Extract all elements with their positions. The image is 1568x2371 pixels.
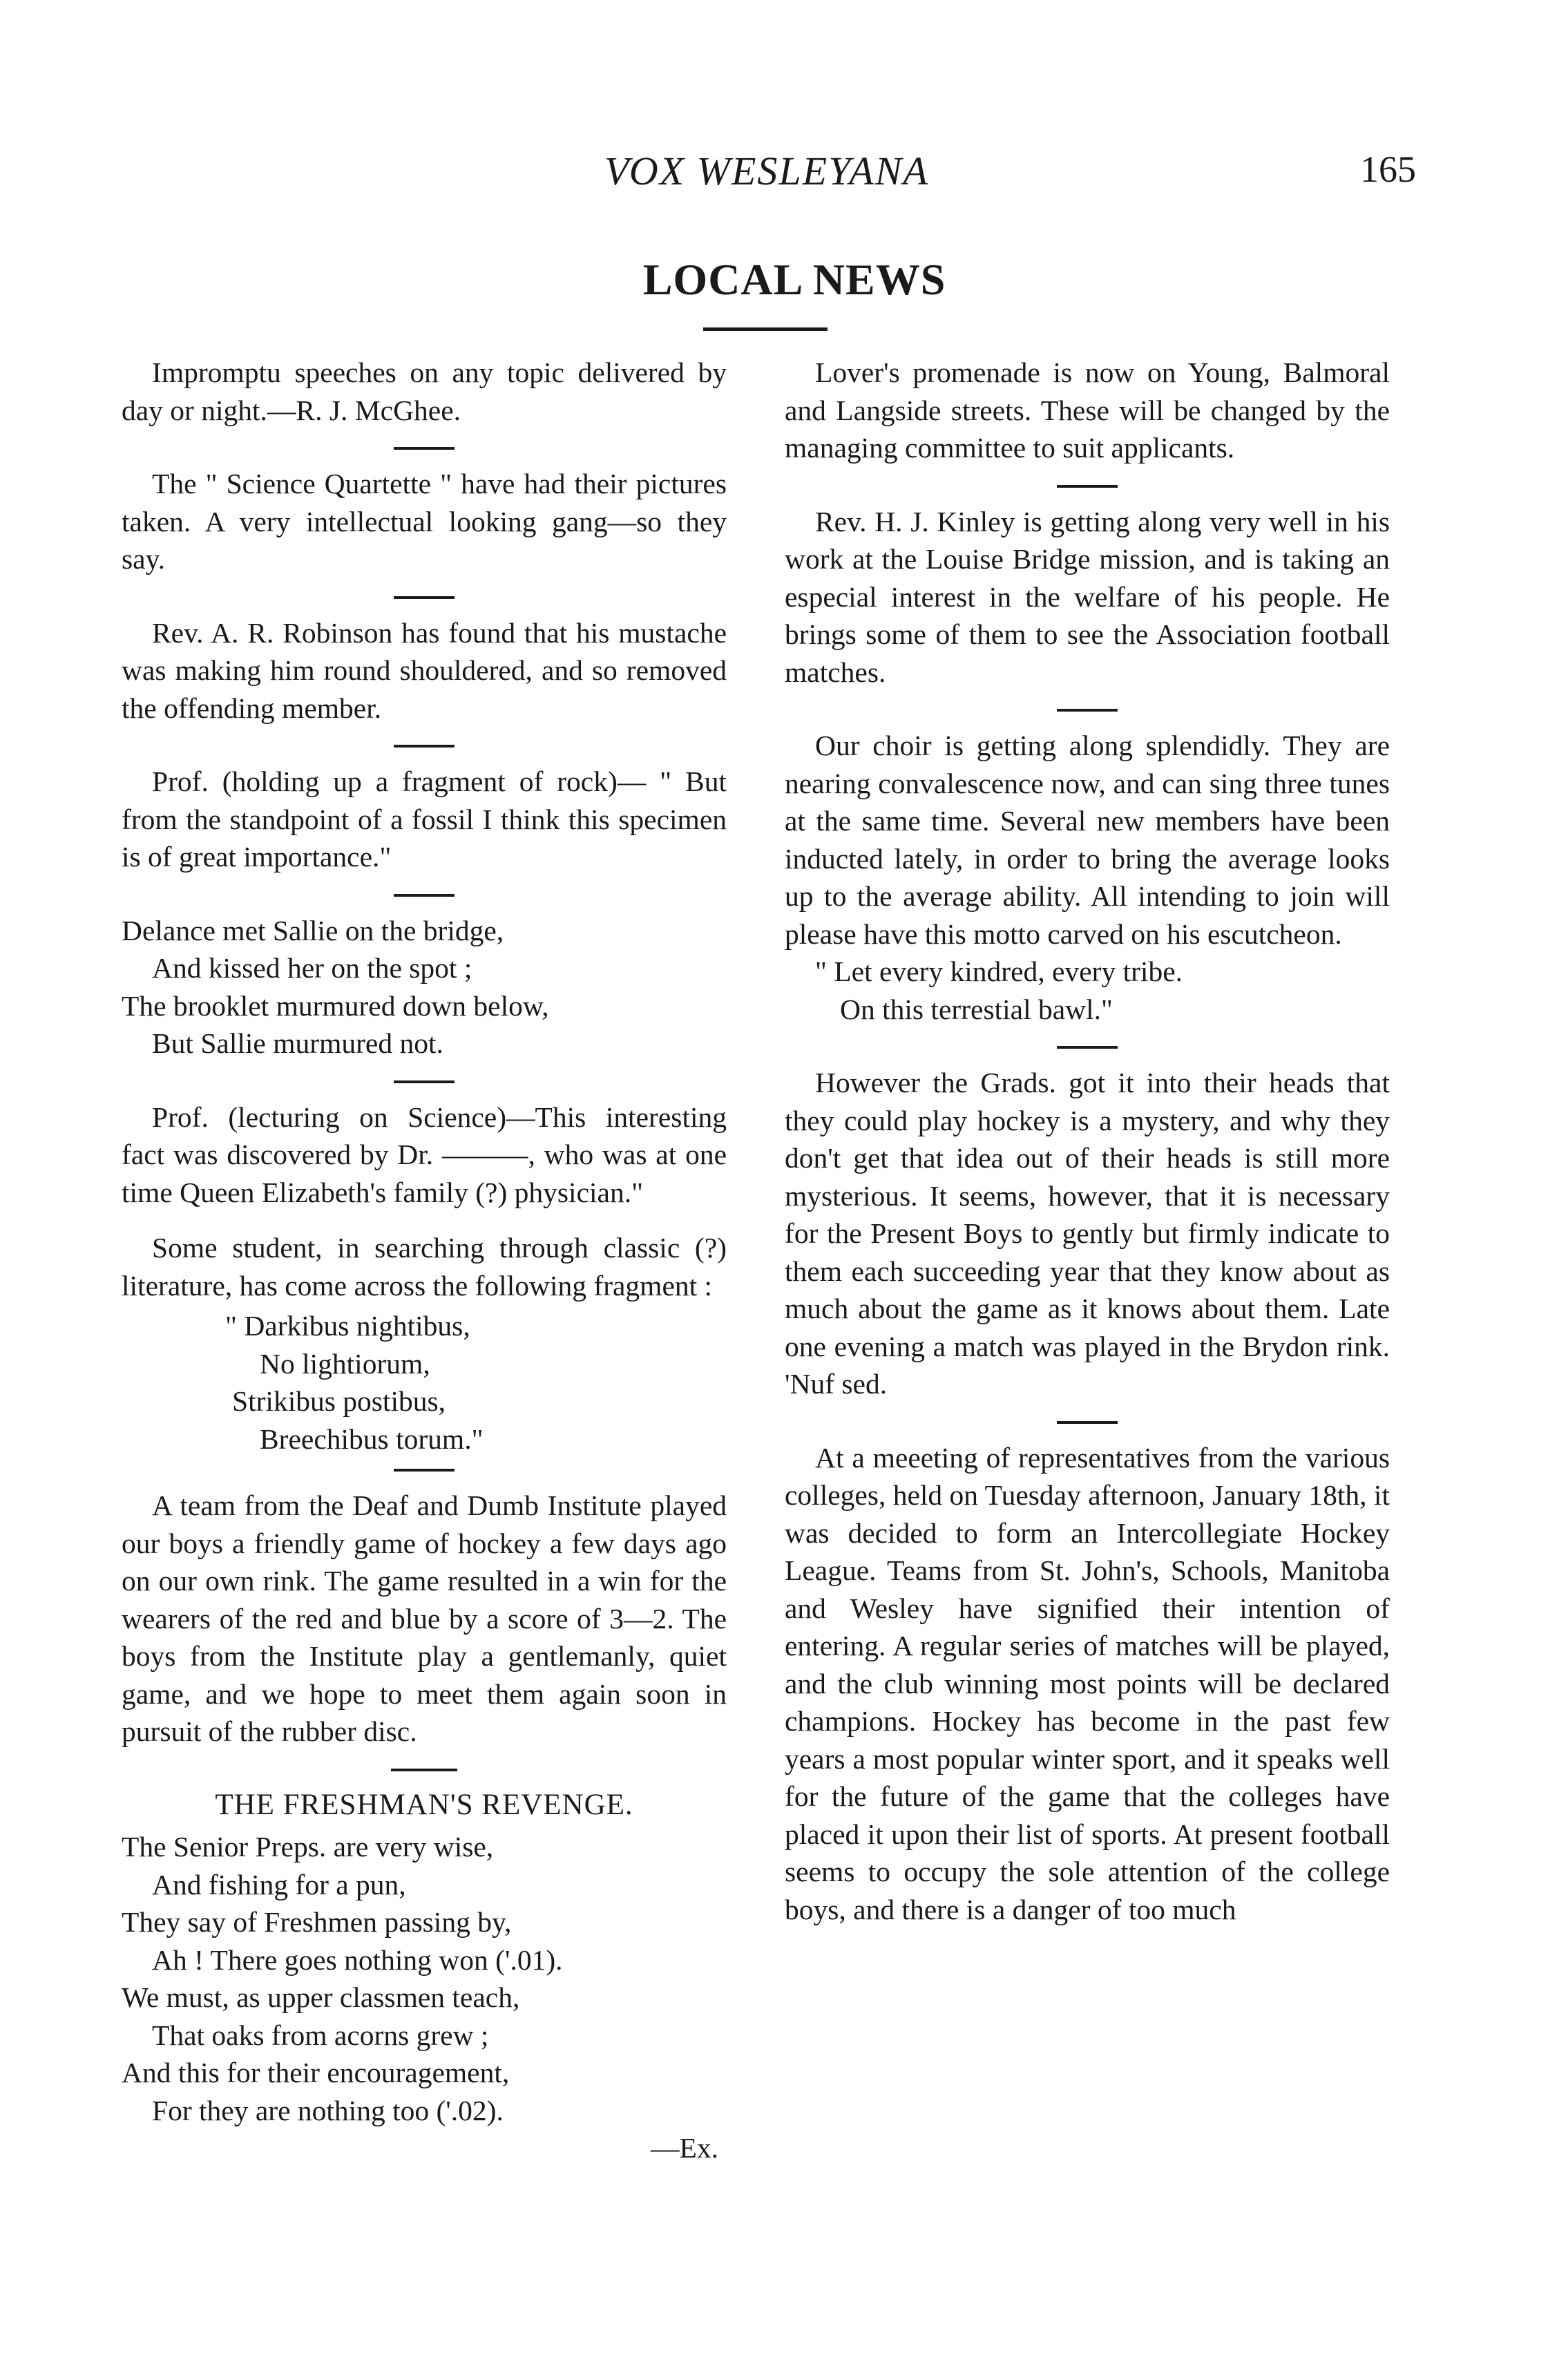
poem-source: —Ex. — [651, 2132, 718, 2164]
news-item-lecturing: Prof. (lecturing on Science)—This interesting fact was discovered by Dr. ———, who was at one time Queen Elizabeth's family (?) physician." — [122, 1101, 727, 1208]
choir-motto — [785, 953, 1390, 1028]
verse-line: Delance met Sallie on the bridge, — [122, 914, 504, 946]
latin-fragment — [122, 1307, 727, 1458]
poem-line: They say of Freshmen passing by, — [122, 1906, 512, 1938]
poem-line: We must, as upper classmen teach, — [122, 1981, 520, 2013]
separator-rule — [394, 894, 455, 897]
page-number: 165 — [1360, 149, 1416, 190]
news-item-mcghee: Impromptu speeches on any topic delivered by day or night.—R. J. McGhee. — [122, 356, 727, 426]
fragment-line: " Darkibus nightibus, — [225, 1310, 470, 1342]
news-item-hockey-league: At a meeeting of representatives from the various colleges, held on Tuesday afternoon, January 18th, it was decided to form an Intercollegiate Hockey League. Teams from St. John's, Schools, Manitoba and Wesley have signified their intention of entering. A regular series of matches will be played, and the club winning most points will be declared champions. Hockey has become in the past few years a most popular winter sport, and it speaks well for the future of the game that the colleges have placed it upon their list of sports. At present football seems to occupy the sole attention of the college boys, and there is a danger of too much — [785, 1441, 1390, 1925]
separator-rule — [391, 1769, 457, 1771]
right-column — [785, 354, 1390, 1946]
left-column — [122, 354, 727, 2167]
separator-rule — [394, 596, 455, 599]
poem-line: And this for their encouragement, — [122, 2057, 510, 2088]
verse-delance — [122, 912, 727, 1063]
news-item-fossil: Prof. (holding up a fragment of rock)— " But from the standpoint of a fossil I think this specimen is of great importance." — [122, 765, 727, 873]
running-head — [117, 148, 1416, 203]
title-rule — [703, 327, 828, 331]
motto-line: " Let every kindred, every tribe. — [815, 955, 1183, 987]
poem-line: For they are nothing too ('.02). — [152, 2094, 504, 2126]
separator-rule — [1057, 709, 1118, 712]
separator-rule — [1057, 485, 1118, 488]
news-item-robinson: Rev. A. R. Robinson has found that his mustache was making him round shouldered, and so removed the offending member. — [122, 616, 727, 724]
poem-title: THE FRESHMAN'S REVENGE. — [215, 1788, 633, 1821]
separator-rule — [394, 1080, 455, 1083]
separator-rule — [394, 447, 455, 450]
poem-line: The Senior Preps. are very wise, — [122, 1831, 494, 1863]
poem-line: And fishing for a pun, — [152, 1868, 406, 1901]
news-item-lovers-promenade: Lover's promenade is now on Young, Balmoral and Langside streets. These will be changed by the managing committee to suit applicants. — [785, 356, 1390, 464]
poem-line: Ah ! There goes nothing won ('.01). — [152, 1943, 563, 1976]
verse-line: And kissed her on the spot ; — [152, 952, 472, 984]
fragment-line: No lightiorum, — [260, 1347, 430, 1380]
separator-rule — [1057, 1046, 1118, 1049]
fragment-line: Breechibus torum." — [260, 1422, 484, 1455]
separator-rule — [394, 1469, 455, 1472]
news-item-classic-literature: Some student, in searching through classic (?) literature, has come across the following fragment : — [122, 1232, 727, 1302]
separator-rule — [1057, 1421, 1118, 1424]
news-item-choir: Our choir is getting along splendidly. They are nearing convalescence now, and can sing three tunes at the same time. Several new members have been inducted lately, in order to bring the average looks up to the average ability. All intending to join will please have this motto carved on his escutcheon. — [785, 730, 1390, 950]
separator-rule — [394, 745, 455, 748]
news-item-grads-hockey: However the Grads. got it into their heads that they could play hockey is a mystery, and why they don't get that idea out of their heads is still more mysterious. It seems, however, that it is necessary for the Present Boys to gently but firmly indicate to them each succeeding year that they know about as much about the game as it knows about them. Late one evening a match was played in the Brydon rink. 'Nuf sed. — [785, 1067, 1390, 1400]
verse-line: The brooklet murmured down below, — [122, 989, 549, 1022]
news-item-kinley: Rev. H. J. Kinley is getting along very well in his work at the Louise Bridge mission, and is taking an especial interest in the welfare of his people. He brings some of them to see the Association football matches. — [785, 505, 1390, 688]
poem-line: That oaks from acorns grew ; — [152, 2019, 489, 2051]
poem-freshmans-revenge — [122, 1828, 727, 2129]
verse-line: But Sallie murmured not. — [152, 1027, 443, 1059]
fragment-line: Strikibus postibus, — [232, 1385, 446, 1417]
motto-line: On this terrestial bawl." — [840, 993, 1113, 1025]
section-title: LOCAL NEWS — [642, 255, 946, 304]
news-item-science-quartette: The " Science Quartette " have had their pictures taken. A very intellectual looking gang—so they say. — [122, 468, 727, 575]
journal-title: VOX WESLEYANA — [604, 149, 929, 193]
news-item-hockey-institute: A team from the Deaf and Dumb Institute played our boys a friendly game of hockey a few days ago on our own rink. The game resulted in a win for the wearers of the red and blue by a score of 3—2. The boys from the Institute play a gentlemanly, quiet game, and we hope to meet them again soon in pursuit of the rubber disc. — [122, 1489, 727, 1747]
